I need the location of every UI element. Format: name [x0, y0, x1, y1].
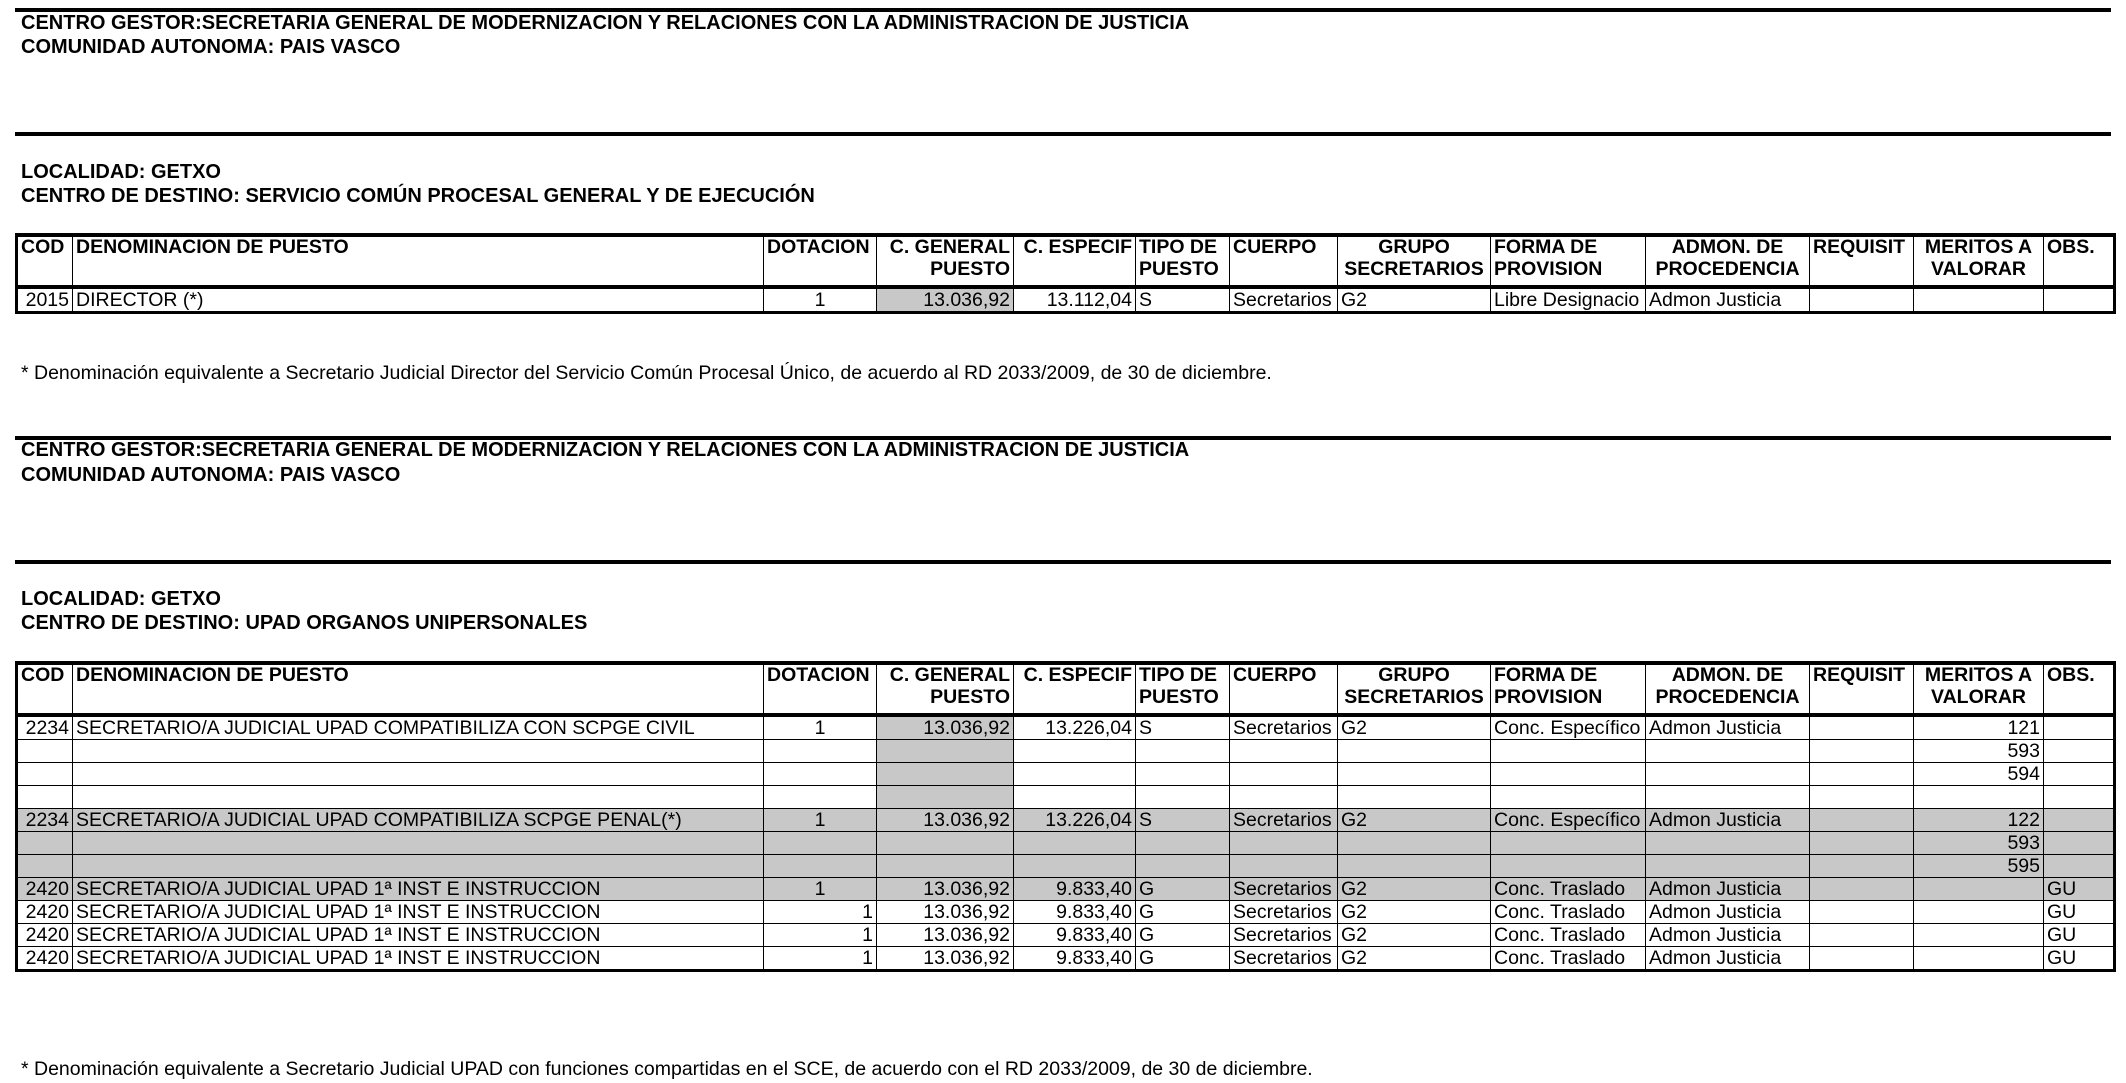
header-forma — [1491, 663, 1646, 715]
cell-ce — [1014, 832, 1136, 855]
cell-admon — [1646, 740, 1810, 763]
cell-cod: 2234 — [17, 809, 73, 832]
cell-obs: GU — [2044, 947, 2115, 971]
cell-req — [1810, 786, 1914, 809]
cell-dot — [764, 855, 877, 878]
header-obs-line: OBS. — [2047, 236, 2095, 258]
cell-req — [1810, 715, 1914, 740]
cell-den: SECRETARIO/A JUDICIAL UPAD 1ª INST E INSTRUCCION — [73, 947, 764, 971]
cell-dot: 1 — [764, 809, 877, 832]
cell-obs — [2044, 832, 2115, 855]
cell-dot: 1 — [764, 715, 877, 740]
header-grupo — [1338, 663, 1491, 715]
cell-mer — [1914, 901, 2044, 924]
section2-table — [15, 661, 2116, 972]
cell-ce: 9.833,40 — [1014, 878, 1136, 901]
header-admon — [1646, 235, 1810, 287]
cell-admon: Admon Justicia — [1646, 947, 1810, 971]
cell-dot: 1 — [764, 878, 877, 901]
cell-forma: Conc. Traslado — [1491, 924, 1646, 947]
cell-forma: Conc. Traslado — [1491, 947, 1646, 971]
cell-ce: 13.226,04 — [1014, 715, 1136, 740]
section2-comunidad: COMUNIDAD AUTONOMA: PAIS VASCO — [21, 464, 401, 486]
cell-obs — [2044, 287, 2115, 313]
header-admon-line: ADMON. DE — [1671, 664, 1784, 686]
cell-admon: Admon Justicia — [1646, 924, 1810, 947]
cell-cg — [877, 763, 1014, 786]
section1-table-body — [17, 287, 2115, 313]
header-forma-line: PROVISION — [1494, 257, 1603, 280]
cell-dot — [764, 740, 877, 763]
cell-forma — [1491, 855, 1646, 878]
header-cg-line: C. GENERAL — [889, 664, 1010, 686]
header-tipo-line: PUESTO — [1139, 685, 1219, 708]
cell-mer — [1914, 287, 2044, 313]
cell-obs — [2044, 786, 2115, 809]
cell-mer — [1914, 786, 2044, 809]
header-admon-line: ADMON. DE — [1671, 236, 1784, 258]
cell-den: SECRETARIO/A JUDICIAL UPAD COMPATIBILIZA SCPGE PENAL(*) — [73, 809, 764, 832]
header-dot — [764, 663, 877, 715]
cell-cg: 13.036,92 — [877, 947, 1014, 971]
cell-cuerpo: Secretarios — [1230, 715, 1338, 740]
section1-mid-rule — [15, 132, 2111, 136]
cell-den — [73, 855, 764, 878]
cell-obs — [2044, 763, 2115, 786]
header-den — [73, 235, 764, 287]
header-admon-line: PROCEDENCIA — [1655, 685, 1800, 708]
cell-grupo — [1338, 832, 1491, 855]
table-row — [17, 287, 2115, 313]
cell-forma: Conc. Traslado — [1491, 901, 1646, 924]
cell-den — [73, 740, 764, 763]
cell-den: SECRETARIO/A JUDICIAL UPAD 1ª INST E INSTRUCCION — [73, 901, 764, 924]
cell-cod — [17, 786, 73, 809]
cell-cuerpo: Secretarios — [1230, 878, 1338, 901]
header-obs — [2044, 663, 2115, 715]
cell-cg — [877, 855, 1014, 878]
table-row — [17, 740, 2115, 763]
section1-footnote: * Denominación equivalente a Secretario Judicial Director del Servicio Común Procesal Único, de acuerdo al RD 2033/2009, de 30 de diciembre. — [21, 362, 1272, 384]
header-grupo-line: SECRETARIOS — [1344, 685, 1484, 708]
cell-tipo: G — [1136, 878, 1230, 901]
header-forma-line: FORMA DE — [1494, 236, 1598, 258]
cell-mer — [1914, 947, 2044, 971]
cell-forma — [1491, 763, 1646, 786]
cell-mer: 121 — [1914, 715, 2044, 740]
cell-dot: 1 — [764, 924, 877, 947]
header-tipo-line: TIPO DE — [1139, 236, 1218, 258]
cell-cg — [877, 740, 1014, 763]
header-admon-line: PROCEDENCIA — [1655, 257, 1800, 280]
cell-obs: GU — [2044, 901, 2115, 924]
cell-tipo — [1136, 832, 1230, 855]
cell-obs — [2044, 740, 2115, 763]
header-ce-line: C. ESPECIF — [1023, 664, 1132, 686]
cell-cod — [17, 763, 73, 786]
cell-cuerpo — [1230, 763, 1338, 786]
section2-footnote: * Denominación equivalente a Secretario Judicial UPAD con funciones compartidas en el SCE, de acuerdo con el RD 2033/2009, de 30 de diciembre. — [21, 1058, 1313, 1080]
header-cod — [17, 235, 73, 287]
cell-dot: 1 — [764, 901, 877, 924]
header-tipo — [1136, 663, 1230, 715]
header-cg-line: PUESTO — [930, 257, 1010, 280]
cell-den — [73, 832, 764, 855]
cell-req — [1810, 287, 1914, 313]
header-cuerpo — [1230, 235, 1338, 287]
cell-admon — [1646, 855, 1810, 878]
cell-tipo — [1136, 740, 1230, 763]
section1-table-header — [17, 235, 2115, 287]
cell-mer: 593 — [1914, 740, 2044, 763]
cell-admon: Admon Justicia — [1646, 809, 1810, 832]
section1-centro-gestor: CENTRO GESTOR:SECRETARIA GENERAL DE MODERNIZACION Y RELACIONES CON LA ADMINISTRACION DE JUSTICIA — [21, 12, 1190, 34]
header-mer-line: VALORAR — [1931, 257, 2026, 280]
cell-den — [73, 763, 764, 786]
table-row — [17, 715, 2115, 740]
cell-dot: 1 — [764, 947, 877, 971]
cell-admon: Admon Justicia — [1646, 287, 1810, 313]
cell-cuerpo: Secretarios — [1230, 901, 1338, 924]
cell-grupo — [1338, 740, 1491, 763]
cell-cg: 13.036,92 — [877, 924, 1014, 947]
table-row — [17, 786, 2115, 809]
cell-req — [1810, 947, 1914, 971]
cell-tipo: G — [1136, 947, 1230, 971]
cell-tipo: G — [1136, 901, 1230, 924]
header-forma-line: FORMA DE — [1494, 664, 1598, 686]
header-mer — [1914, 235, 2044, 287]
header-dot — [764, 235, 877, 287]
cell-mer — [1914, 878, 2044, 901]
cell-ce: 9.833,40 — [1014, 947, 1136, 971]
table-row — [17, 832, 2115, 855]
cell-cod — [17, 740, 73, 763]
header-tipo-line: TIPO DE — [1139, 664, 1218, 686]
cell-req — [1810, 901, 1914, 924]
table-row — [17, 947, 2115, 971]
cell-cuerpo — [1230, 855, 1338, 878]
header-cod-line: COD — [21, 236, 65, 258]
cell-dot: 1 — [764, 287, 877, 313]
cell-cod: 2420 — [17, 924, 73, 947]
cell-cod — [17, 855, 73, 878]
cell-ce — [1014, 855, 1136, 878]
cell-dot — [764, 832, 877, 855]
cell-tipo — [1136, 786, 1230, 809]
cell-obs — [2044, 809, 2115, 832]
cell-req — [1810, 878, 1914, 901]
header-ce-line: C. ESPECIF — [1023, 236, 1132, 258]
cell-den: SECRETARIO/A JUDICIAL UPAD 1ª INST E INSTRUCCION — [73, 924, 764, 947]
section2-mid-rule — [15, 560, 2111, 564]
cell-dot — [764, 786, 877, 809]
cell-cod — [17, 832, 73, 855]
cell-tipo — [1136, 763, 1230, 786]
cell-admon: Admon Justicia — [1646, 901, 1810, 924]
section2-centro-destino: CENTRO DE DESTINO: UPAD ORGANOS UNIPERSONALES — [21, 612, 588, 634]
header-den-line: DENOMINACION DE PUESTO — [76, 664, 349, 686]
header-req-line: REQUISIT — [1813, 236, 1906, 258]
cell-grupo: G2 — [1338, 901, 1491, 924]
cell-cuerpo — [1230, 786, 1338, 809]
cell-mer: 594 — [1914, 763, 2044, 786]
cell-cuerpo: Secretarios — [1230, 924, 1338, 947]
cell-mer: 595 — [1914, 855, 2044, 878]
header-forma-line: PROVISION — [1494, 685, 1603, 708]
cell-tipo: S — [1136, 287, 1230, 313]
cell-forma — [1491, 786, 1646, 809]
header-cod — [17, 663, 73, 715]
cell-cg — [877, 832, 1014, 855]
section2-header-row — [17, 663, 2115, 715]
cell-admon — [1646, 763, 1810, 786]
section2-table-header — [17, 663, 2115, 715]
cell-ce: 9.833,40 — [1014, 924, 1136, 947]
header-req-line: REQUISIT — [1813, 664, 1906, 686]
header-cuerpo-line: CUERPO — [1233, 664, 1317, 686]
table-row — [17, 924, 2115, 947]
cell-obs — [2044, 855, 2115, 878]
cell-req — [1810, 924, 1914, 947]
cell-grupo — [1338, 786, 1491, 809]
cell-req — [1810, 832, 1914, 855]
cell-admon — [1646, 832, 1810, 855]
cell-cg: 13.036,92 — [877, 715, 1014, 740]
cell-cuerpo — [1230, 832, 1338, 855]
cell-grupo: G2 — [1338, 809, 1491, 832]
cell-den: DIRECTOR (*) — [73, 287, 764, 313]
cell-den: SECRETARIO/A JUDICIAL UPAD 1ª INST E INSTRUCCION — [73, 878, 764, 901]
section1-header-row — [17, 235, 2115, 287]
cell-ce: 13.112,04 — [1014, 287, 1136, 313]
section2-table-body — [17, 715, 2115, 971]
header-grupo-line: SECRETARIOS — [1344, 257, 1484, 280]
cell-obs: GU — [2044, 924, 2115, 947]
cell-mer: 593 — [1914, 832, 2044, 855]
table-row — [17, 809, 2115, 832]
cell-forma: Conc. Específico — [1491, 715, 1646, 740]
header-cuerpo — [1230, 663, 1338, 715]
table-row — [17, 878, 2115, 901]
cell-ce — [1014, 786, 1136, 809]
header-cg — [877, 663, 1014, 715]
cell-admon — [1646, 786, 1810, 809]
cell-mer: 122 — [1914, 809, 2044, 832]
cell-grupo: G2 — [1338, 878, 1491, 901]
header-cg-line: C. GENERAL — [889, 236, 1010, 258]
cell-req — [1810, 855, 1914, 878]
cell-cg: 13.036,92 — [877, 287, 1014, 313]
header-admon — [1646, 663, 1810, 715]
cell-req — [1810, 809, 1914, 832]
cell-dot — [764, 763, 877, 786]
cell-forma: Conc. Específico — [1491, 809, 1646, 832]
section1-centro-destino: CENTRO DE DESTINO: SERVICIO COMÚN PROCESAL GENERAL Y DE EJECUCIÓN — [21, 185, 815, 207]
cell-forma — [1491, 740, 1646, 763]
cell-tipo: S — [1136, 809, 1230, 832]
cell-obs — [2044, 715, 2115, 740]
cell-tipo — [1136, 855, 1230, 878]
cell-cuerpo — [1230, 740, 1338, 763]
cell-cod: 2420 — [17, 901, 73, 924]
table-row — [17, 855, 2115, 878]
cell-grupo: G2 — [1338, 287, 1491, 313]
cell-tipo: S — [1136, 715, 1230, 740]
cell-cuerpo: Secretarios — [1230, 287, 1338, 313]
header-req — [1810, 235, 1914, 287]
cell-req — [1810, 763, 1914, 786]
section1-comunidad: COMUNIDAD AUTONOMA: PAIS VASCO — [21, 36, 401, 58]
cell-forma — [1491, 832, 1646, 855]
header-mer-line: MERITOS A — [1924, 664, 2033, 686]
header-req — [1810, 663, 1914, 715]
cell-ce — [1014, 763, 1136, 786]
cell-den — [73, 786, 764, 809]
header-tipo-line: PUESTO — [1139, 257, 1219, 280]
cell-ce: 9.833,40 — [1014, 901, 1136, 924]
cell-admon: Admon Justicia — [1646, 878, 1810, 901]
cell-cod: 2420 — [17, 947, 73, 971]
cell-admon: Admon Justicia — [1646, 715, 1810, 740]
header-den — [73, 663, 764, 715]
header-mer — [1914, 663, 2044, 715]
header-cod-line: COD — [21, 664, 65, 686]
cell-grupo: G2 — [1338, 947, 1491, 971]
header-ce — [1014, 663, 1136, 715]
cell-forma: Libre Designacio — [1491, 287, 1646, 313]
header-mer-line: VALORAR — [1931, 685, 2026, 708]
cell-cod: 2234 — [17, 715, 73, 740]
table-row — [17, 763, 2115, 786]
header-forma — [1491, 235, 1646, 287]
header-grupo-line: GRUPO — [1378, 236, 1450, 258]
cell-grupo: G2 — [1338, 715, 1491, 740]
header-obs — [2044, 235, 2115, 287]
cell-req — [1810, 740, 1914, 763]
section1-localidad: LOCALIDAD: GETXO — [21, 161, 221, 183]
table-row — [17, 901, 2115, 924]
cell-cuerpo: Secretarios — [1230, 947, 1338, 971]
header-cg-line: PUESTO — [930, 685, 1010, 708]
section2-localidad: LOCALIDAD: GETXO — [21, 588, 221, 610]
cell-forma: Conc. Traslado — [1491, 878, 1646, 901]
cell-ce — [1014, 740, 1136, 763]
cell-den: SECRETARIO/A JUDICIAL UPAD COMPATIBILIZA CON SCPGE CIVIL — [73, 715, 764, 740]
cell-grupo — [1338, 763, 1491, 786]
header-dot-line: DOTACION — [767, 236, 870, 258]
cell-cuerpo: Secretarios — [1230, 809, 1338, 832]
header-tipo — [1136, 235, 1230, 287]
cell-tipo: G — [1136, 924, 1230, 947]
cell-cod: 2015 — [17, 287, 73, 313]
header-obs-line: OBS. — [2047, 664, 2095, 686]
cell-obs: GU — [2044, 878, 2115, 901]
section1-table — [15, 233, 2116, 314]
cell-cod: 2420 — [17, 878, 73, 901]
header-mer-line: MERITOS A — [1924, 236, 2033, 258]
cell-cg — [877, 786, 1014, 809]
cell-cg: 13.036,92 — [877, 901, 1014, 924]
header-cg — [877, 235, 1014, 287]
header-cuerpo-line: CUERPO — [1233, 236, 1317, 258]
header-dot-line: DOTACION — [767, 664, 870, 686]
cell-ce: 13.226,04 — [1014, 809, 1136, 832]
cell-grupo — [1338, 855, 1491, 878]
cell-cg: 13.036,92 — [877, 809, 1014, 832]
cell-cg: 13.036,92 — [877, 878, 1014, 901]
header-grupo-line: GRUPO — [1378, 664, 1450, 686]
header-ce — [1014, 235, 1136, 287]
header-grupo — [1338, 235, 1491, 287]
cell-grupo: G2 — [1338, 924, 1491, 947]
header-den-line: DENOMINACION DE PUESTO — [76, 236, 349, 258]
cell-mer — [1914, 924, 2044, 947]
section2-centro-gestor: CENTRO GESTOR:SECRETARIA GENERAL DE MODERNIZACION Y RELACIONES CON LA ADMINISTRACION DE JUSTICIA — [21, 439, 1190, 461]
